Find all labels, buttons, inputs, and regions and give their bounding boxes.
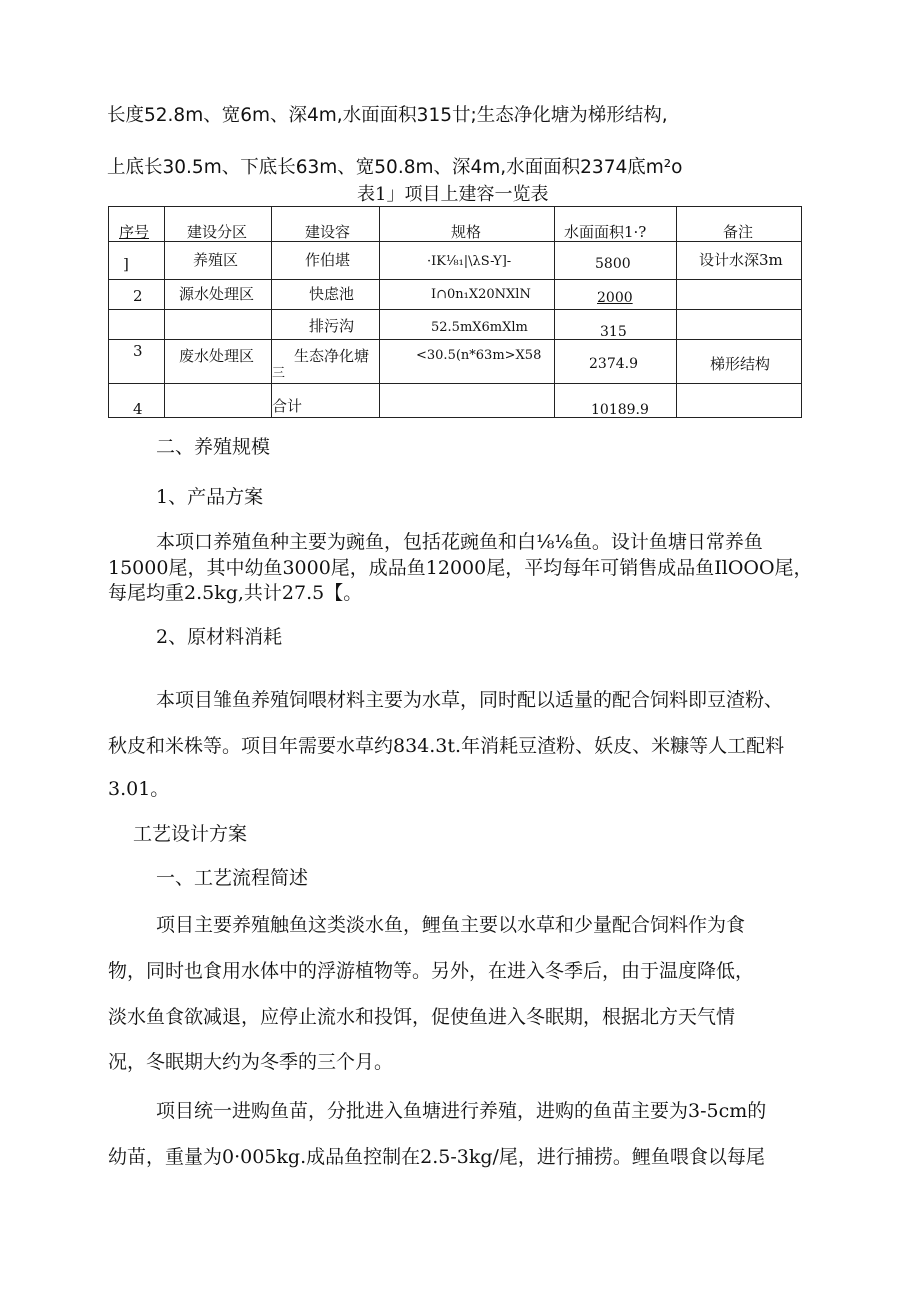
- row4-spec: <30.5(n*63m>X58: [416, 348, 542, 363]
- row3-spec: 52.5mX6mXlm: [431, 320, 528, 335]
- row5-no: 4: [133, 400, 143, 418]
- section-process: 工艺设计方案: [133, 823, 248, 845]
- row2-area: 2000: [597, 290, 633, 306]
- table-caption: 表1」项目上建容一览表: [357, 184, 549, 205]
- section-scale: 二、养殖规模: [156, 436, 271, 458]
- row2-item: 快虑池: [309, 285, 355, 303]
- row1-area: 5800: [595, 256, 631, 272]
- para-material-2: 秋皮和米株等。项目年需要水草约834.3t.年消耗豆渣粉、妖皮、米糠等人工配料: [108, 735, 785, 757]
- row1-spec: ·IK⅛₁|\λS-Y]-: [427, 254, 512, 269]
- intro-line-1: 长度52.8m、宽6m、深4m,水面面积315廿;生态净化塘为梯形结构,: [107, 105, 668, 126]
- row4-item-extra: 三: [272, 366, 286, 381]
- header-area: 水面面积1·?: [564, 223, 647, 241]
- para-flow-4: 况，冬眠期大约为冬季的三个月。: [108, 1051, 394, 1073]
- para-material-1: 本项目雏鱼养殖饲喂材料主要为水草，同时配以适量的配合饲料即豆渣粉、: [156, 689, 784, 711]
- para-flow-3: 淡水鱼食欲减退，应停止流水和投饵，促使鱼进入冬眠期，根据北方天气情: [108, 1006, 736, 1028]
- row2-spec: I∩0n₁X20NXlN: [431, 287, 531, 302]
- para-fry-2: 幼苗，重量为0·005kg.成品鱼控制在2.5-3kg∕尾，进行捕捞。鲤鱼喂食以每尾: [108, 1146, 765, 1168]
- header-no: 序号: [119, 223, 150, 241]
- row5-area: 10189.9: [591, 402, 649, 418]
- para-product-3: 每尾均重2.5kg,共计27.5【。: [108, 582, 363, 604]
- intro-line-2: 上底长30.5m、下底长63m、宽50.8m、深4m,水面面积2374底m²o: [107, 157, 683, 178]
- header-spec: 规格: [451, 223, 482, 241]
- section-material: 2、原材料消耗: [156, 626, 283, 648]
- para-flow-2: 物，同时也食用水体中的浮游植物等。另外，在进入冬季后，由于温度降低，: [108, 960, 755, 982]
- row4-item: 生态净化塘: [294, 347, 370, 365]
- para-fry-1: 项目统一进购鱼苗，分批进入鱼塘进行养殖，进购的鱼苗主要为3-5cm的: [156, 1100, 767, 1122]
- row1-zone: 养殖区: [193, 251, 239, 269]
- row3-area: 315: [600, 324, 627, 340]
- para-flow-1: 项目主要养殖触鱼这类淡水鱼，鲤鱼主要以水草和少量配合饲料作为食: [156, 914, 746, 936]
- para-product-2: 15000尾，其中幼鱼3000尾，成品鱼12000尾，平均每年可销售成品鱼IlOOO尾，: [108, 557, 813, 579]
- row2-zone: 源水处理区: [179, 285, 255, 303]
- row1-item: 作伯堪: [305, 251, 351, 269]
- row4-note: 梯形结构: [709, 355, 770, 373]
- para-product-1: 本项口养殖鱼种主要为豌鱼，包括花豌鱼和白⅛⅛鱼。设计鱼塘日常养鱼: [156, 531, 763, 553]
- row4-zone: 废水处理区: [179, 347, 255, 365]
- row3-item: 排污沟: [309, 317, 355, 335]
- header-note: 备注: [723, 223, 754, 241]
- project-table: [108, 206, 802, 418]
- row2-no: 2: [133, 287, 143, 305]
- row5-item: 合计: [272, 397, 303, 415]
- row1-note: 设计水深3m: [699, 251, 783, 269]
- para-material-3: 3.01。: [108, 778, 170, 800]
- header-zone: 建设分区: [187, 223, 248, 241]
- row4-area: 2374.9: [589, 356, 638, 372]
- header-item: 建设容: [305, 223, 351, 241]
- row4-no: 3: [133, 342, 143, 360]
- section-product: 1、产品方案: [156, 486, 264, 508]
- section-flow: 一、工艺流程简述: [156, 867, 309, 889]
- row1-no: ]: [123, 255, 129, 273]
